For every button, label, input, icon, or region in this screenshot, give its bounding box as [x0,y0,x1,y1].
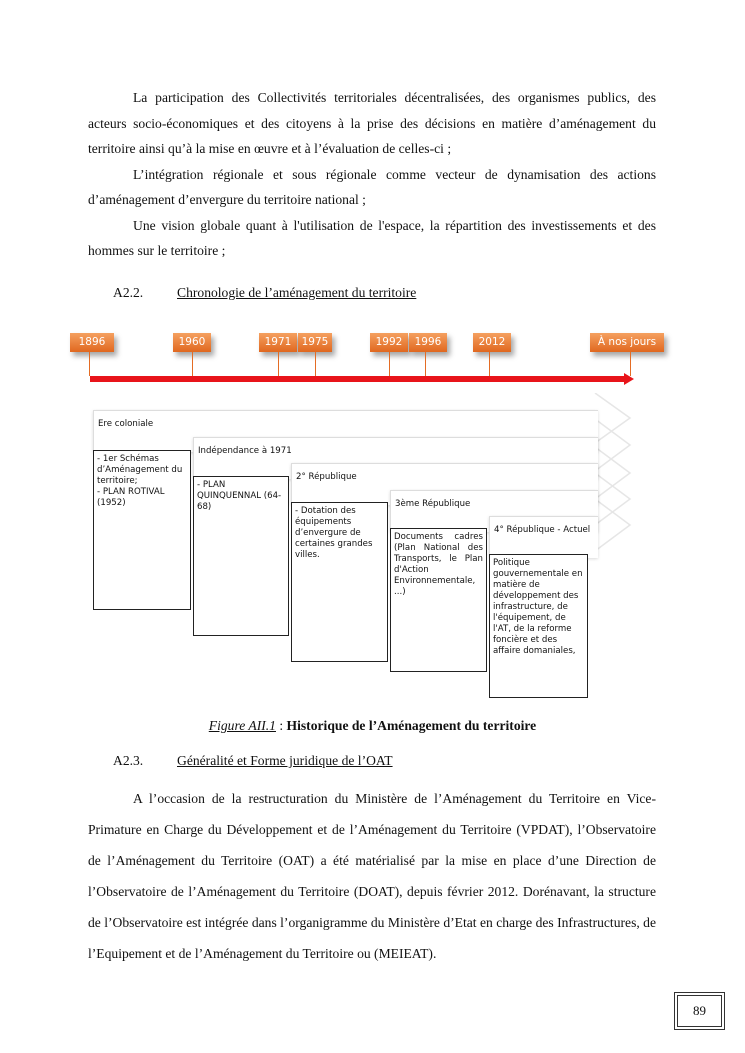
section-title: Généralité et Forme juridique de l’OAT [177,753,393,768]
period-header: 4° République - Actuel [489,516,598,558]
period-header: 3ème République [390,490,598,532]
paragraph: A l’occasion de la restructuration du Ministère de l’Aménagement du Territoire en Vice-Primature en Charge du Développement et de l’Aménagement du Territoire (VPDAT), l’Observatoire de l’Aménagement du Territoire (OAT) a été matérialisé par la mise en place d’une Direction de l’Observatoire de l’Aménagement du Territoire (DOAT), depuis février 2012. Dorénavant, la structure de l’Observatoire est intégrée dans l’organigramme du Ministère d’Etat en charge des Infrastructures, de l’Equipement et de l’Aménagement du Territoire ou (MEIEAT). [88,791,656,961]
period-header: Ere coloniale [93,410,598,452]
period-content [291,502,388,662]
period-content [390,528,487,672]
period-item: - 1er Schémas d’Aménagement du territoire; [97,454,183,486]
timeline-arrow [88,372,638,386]
timeline-label: 1960 [173,333,211,352]
section-number: A2.3. [113,753,144,768]
timeline-label: 1996 [409,333,447,352]
timeline-label: 1975 [298,333,332,352]
period-content [93,450,191,610]
timeline-label: 2012 [473,333,511,352]
paragraph: Une vision globale quant à l'utilisation de l'espace, la répartition des investissements et des hommes sur le territoire ; [88,217,656,258]
timeline-label: 1992 [370,333,408,352]
timeline-label: 1971 [259,333,297,352]
period-header: Indépendance à 1971 [193,437,598,479]
section-title: Chronologie de l’aménagement du territoire [177,285,417,300]
page-number: 89 [677,995,722,1027]
intro-paragraphs [88,85,656,264]
timeline-label: À nos jours [590,333,664,352]
paragraph: La participation des Collectivités territoriales décentralisées, des organismes publics, des acteurs socio-économiques et des citoyens à la prise des décisions en matière d’aménagement du territoire ainsi qu’à la mise en œuvre et à l’évaluation de celles-ci ; [88,90,656,156]
period-item: Politique gouvernementale en matière de développement des infrastructure, de l'équipement, de l'AT, de la reforme foncière et des affaire domaniales, [493,558,583,656]
timeline-label: 1896 [70,333,114,352]
section-number: A2.2. [113,285,144,300]
period-item: - PLAN ROTIVAL (1952) [97,487,165,508]
caption-text: Historique de l’Aménagement du territoire [286,718,537,733]
figure-caption [0,718,745,734]
body-paragraph [88,783,656,969]
period-header: 2° République [291,463,598,505]
period-item: - Dotation des équipements d’envergure de certaines grandes villes. [295,506,373,560]
period-item: - PLAN QUINQUENNAL (64-68) [197,480,282,512]
paragraph: L’intégration régionale et sous régionale comme vecteur de dynamisation des actions d’aménagement d’envergure du territoire national ; [88,166,656,207]
period-content [193,476,289,636]
caption-label: Figure AII.1 [208,718,276,733]
period-content [489,554,588,698]
period-item: Documents cadres (Plan National des Transports, le Plan d'Action Environnementale, ...) [394,532,483,597]
caption-sep: : [275,718,287,733]
